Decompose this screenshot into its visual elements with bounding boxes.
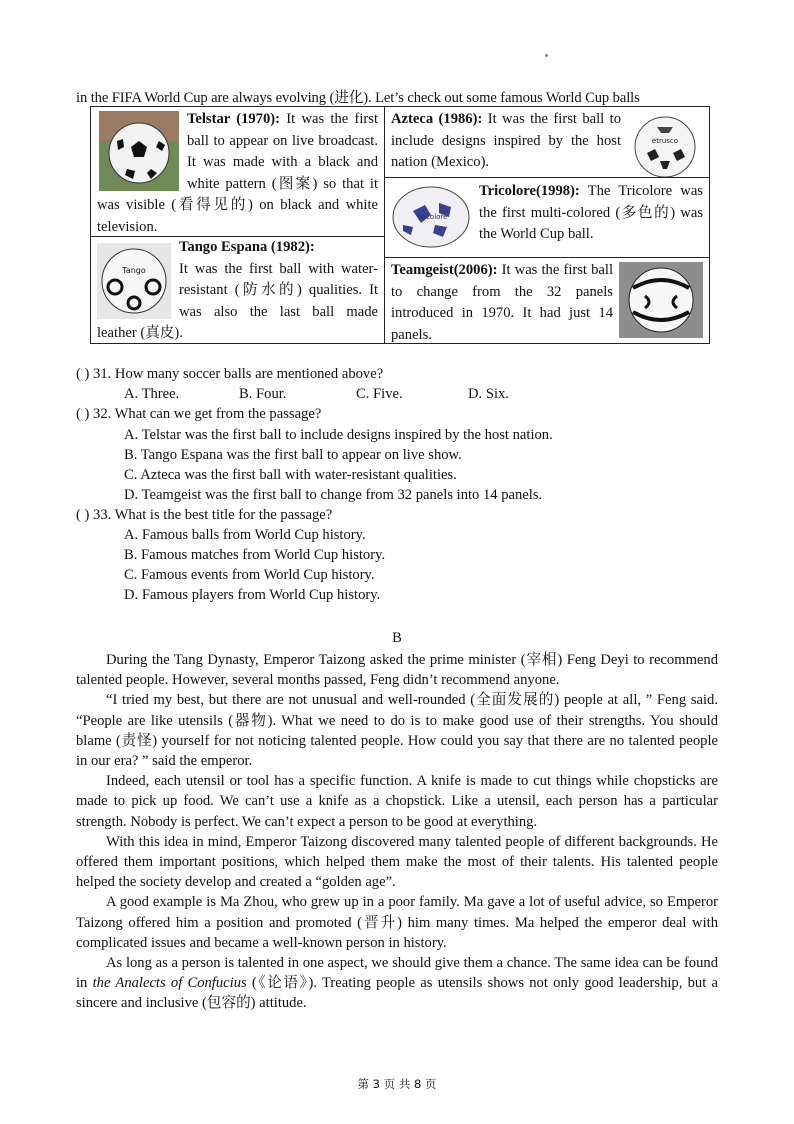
tango-ball-icon [97, 243, 171, 319]
azteca-ball-icon [627, 113, 703, 178]
question-32: ( ) 32. What can we get from the passage? [76, 406, 322, 422]
paragraph: “I tried my best, but there are not unusual and well-rounded (全面发展的) people at all, ” Feng said. “People are like utensils (器物). What we need to do is to make good use of their strengths. You should blame (责怪) yourself for not noticing talented people. How could you say that there are no talented people in our era? ” said the emperor. [76, 692, 718, 770]
ball-name: Tricolore(1998): [479, 183, 580, 199]
ball-name: Tango Espana (1982): [179, 239, 315, 255]
paragraph: As long as a person is talented in one aspect, we should give them a chance. The same idea can be found in the Analects of Confucius (《论语》). Treating people as utensils shows not only good leadership, but a sincere and inclusive (包容的) attitude. [76, 955, 718, 1012]
paragraph: With this idea in mind, Emperor Taizong discovered many talented people of different backgrounds. He offered them important positions, which helped them make the most of their talents. His talented people helped the society develop and created a “golden age”. [76, 833, 718, 891]
svg-text:etrusco: etrusco [651, 137, 679, 145]
ball-desc: It was the first ball to appear on live broadcast. It was made with a black and white pattern (图案) so that it was visible (看得见的) on black and white television. [97, 111, 378, 235]
question-33: ( ) 33. What is the best title for the passage? [76, 507, 333, 523]
option: B. Famous matches from World Cup history. [124, 547, 386, 563]
book-title: the Analects of Confucius [92, 975, 247, 992]
svg-text:tricolore: tricolore [418, 213, 448, 221]
paragraph: During the Tang Dynasty, Emperor Taizong asked the prime minister (宰相) Feng Deyi to recommend talented people. However, several months passed, Feng didn’t recommend anyone. [76, 652, 718, 689]
option: A. Three. [124, 386, 180, 402]
page-footer: 第 3 页 共 8 页 [357, 1077, 437, 1091]
option: D. Teamgeist was the first ball to change from 32 panels into 14 panels. [124, 487, 543, 503]
question-31: ( ) 31. How many soccer balls are mentioned above? [76, 366, 384, 382]
ball-name: Telstar (1970): [187, 111, 281, 127]
teamgeist-ball-icon [619, 262, 703, 338]
passage-b [76, 650, 718, 1014]
telstar-ball-icon [99, 111, 179, 191]
option: C. Azteca was the first ball with water-resistant qualities. [124, 467, 457, 483]
ball-desc: It was the first ball with water-resistant (防水的) qualities. It was also the last ball made leather (真皮). [97, 260, 378, 341]
option: D. Six. [468, 386, 509, 402]
svg-text:Tango: Tango [122, 266, 146, 275]
paragraph: A good example is Ma Zhou, who grew up in a poor family. Ma gave a lot of useful advice, so Emperor Taizong offered him a position and promoted (晋升) him many times. Ma helped the emperor deal with complicated issues and became a well-known person in history. [76, 894, 718, 951]
ball-card-telstar [90, 106, 385, 237]
ball-card-tango [90, 236, 385, 344]
ball-card-tricolore [384, 177, 710, 258]
option: D. Famous players from World Cup history. [124, 587, 381, 603]
option: B. Four. [239, 386, 287, 402]
option: C. Five. [356, 386, 403, 402]
option: A. Telstar was the first ball to include designs inspired by the host nation. [124, 427, 553, 443]
option: B. Tango Espana was the first ball to appear on live show. [124, 447, 462, 463]
tricolore-ball-icon [391, 181, 473, 251]
ball-card-teamgeist [384, 257, 710, 344]
ball-desc: The Tricolore was the first multi-colored (多色的) was the World Cup ball. [479, 183, 703, 242]
paragraph: Indeed, each utensil or tool has a specific function. A knife is made to cut things while chopsticks are made to pick up food. We can’t use a knife as a chopstick. Like a utensil, each person has a particular strength. Nobody is perfect. We can’t expect a person to be good at everything. [76, 773, 718, 830]
option: A. Famous balls from World Cup history. [124, 527, 366, 543]
ball-desc: It was the first ball to include designs inspired by the host nation (Mexico). [391, 111, 621, 170]
option: C. Famous events from World Cup history. [124, 567, 375, 583]
section-heading: B [392, 630, 402, 646]
ball-name: Teamgeist(2006): [391, 262, 498, 278]
ball-card-azteca [384, 106, 710, 178]
scan-dot [545, 54, 548, 57]
ball-name: Azteca (1986): [391, 111, 483, 127]
intro-line: in the FIFA World Cup are always evolving (进化). Let’s check out some famous World Cup balls [76, 90, 640, 106]
ball-desc: It was the first ball to change from the 32 panels introduced in 1970. It had just 14 panels. [391, 262, 613, 343]
